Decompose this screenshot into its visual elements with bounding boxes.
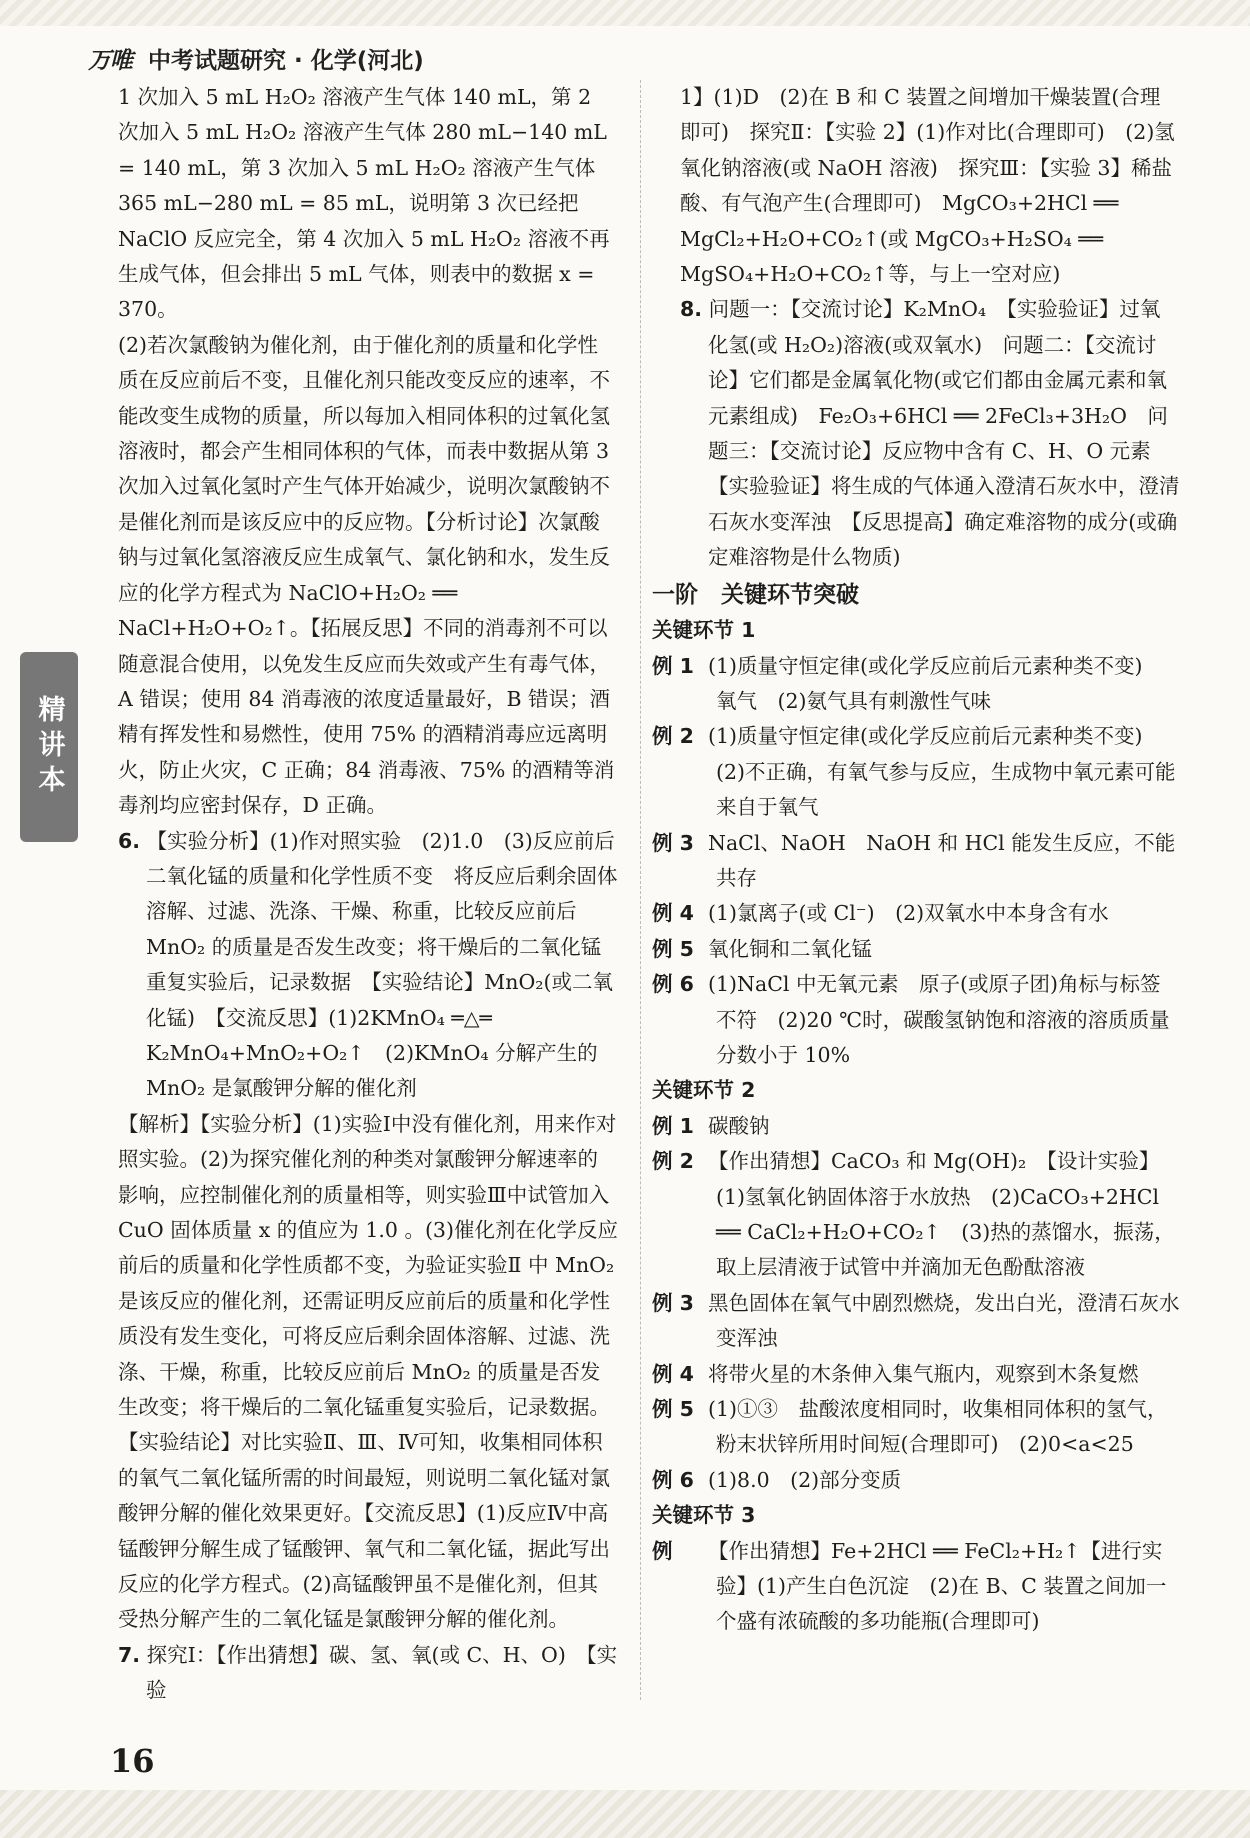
example-answer bbox=[652, 967, 1180, 1073]
example-label: 例 3 bbox=[652, 830, 694, 855]
key-section-title: 关键环节 3 bbox=[652, 1503, 756, 1528]
example-label: 例 4 bbox=[652, 1361, 694, 1386]
top-border bbox=[0, 0, 1250, 26]
example-text: NaCl、NaOH NaOH 和 HCl 能发生反应，不能共存 bbox=[708, 830, 1176, 890]
example-text: (1)质量守恒定律(或化学反应前后元素种类不变) (2)不正确，有氧气参与反应，生成物中氧元素可能来自于氧气 bbox=[708, 724, 1176, 820]
answer-text: 探究Ⅰ：【作出猜想】碳、氢、氧(或 C、H、O) 【实验 bbox=[146, 1642, 618, 1703]
question-number: 6. bbox=[118, 828, 141, 853]
example-label: 例 2 bbox=[652, 724, 694, 749]
example-answer bbox=[652, 1392, 1180, 1463]
example-label: 例 1 bbox=[652, 653, 694, 678]
example-text: 氧化铜和二氧化锰 bbox=[708, 936, 872, 961]
question-number: 8. bbox=[680, 297, 703, 322]
side-tab: 精讲本 bbox=[20, 652, 78, 842]
example-answer bbox=[652, 896, 1180, 931]
example-text: (1)NaCl 中无氧元素 原子(或原子团)角标与标签不符 (2)20 ℃时，碳酸氢钠饱和溶液的溶质质量分数小于 10% bbox=[708, 972, 1170, 1067]
bottom-border bbox=[0, 1790, 1250, 1838]
example-text: 黑色固体在氧气中剧烈燃烧，发出白光，澄清石灰水变浑浊 bbox=[708, 1290, 1180, 1351]
page-number: 16 bbox=[110, 1742, 155, 1780]
answer-paragraph: (2)若次氯酸钠为催化剂，由于催化剂的质量和化学性质在反应前后不变，且催化剂只能改变反应的速率，不能改变生成物的质量，所以每加入相同体积的过氧化氢溶液时，都会产生相同体积的气体，而表中数据从第 3 次加入过氧化氢时产生气体开始减少，说明次氯酸钠不是催化剂而是该反应中的反应物。【分析讨论】次氯酸钠与过氧化氢溶液反应生成氧气、氯化钠和水，发生反应的化学方程式为 NaClO+H₂O₂ ══ NaCl+H₂O+O₂↑。【拓展反思】不同的消毒剂不可以随意混合使用，以免发生反应而失效或产生有毒气体，A 错误；使用 84 消毒液的浓度适量最好，B 错误；酒精有挥发性和易燃性，使用 75% 的酒精消毒应远离明火，防止火灾，C 正确；84 消毒液、75% 的酒精等消毒剂均应密封保存，D 正确。 bbox=[118, 332, 615, 818]
example-label: 例 6 bbox=[652, 1467, 694, 1492]
right-column bbox=[652, 80, 1180, 1640]
answer-paragraph: 1】(1)D (2)在 B 和 C 装置之间增加干燥装置(合理即可) 探究Ⅱ：【实验 2】(1)作对比(合理即可) (2)氢氧化钠溶液(或 NaOH 溶液) 探究Ⅲ：【实验 3】稀盐酸、有气泡产生(合理即可) MgCO₃+2HCl ══ MgCl₂+H₂O+CO₂↑(或 MgCO₃+H₂SO₄ ══ MgSO₄+H₂O+CO₂↑等，与上一空对应) bbox=[680, 85, 1175, 287]
example-label: 例 1 bbox=[652, 1113, 694, 1138]
example-text: (1)质量守恒定律(或化学反应前后元素种类不变) 氧气 (2)氨气具有刺激性气味 bbox=[708, 653, 1164, 713]
example-answer bbox=[652, 1463, 1180, 1498]
answer-text: 问题一：【交流讨论】K₂MnO₄ 【实验验证】过氧化氢(或 H₂O₂)溶液(或双氧水) 问题二：【交流讨论】它们都是金属氧化物(或它们都由金属元素和氧元素组成) Fe₂O₃+6HCl ══ 2FeCl₃+3H₂O 问题三：【交流讨论】反应物中含有 C、H、O 元素 【实验验证】将生成的气体通入澄清石灰水中，澄清石灰水变浑浊 【反思提高】确定难溶物的成分(或确定难溶物是什么物质) bbox=[708, 297, 1180, 570]
question-answer bbox=[118, 824, 618, 1107]
question-number: 7. bbox=[118, 1642, 141, 1667]
example-text: (1)氯离子(或 Cl⁻) (2)双氧水中本身含有水 bbox=[708, 901, 1109, 926]
example-answer bbox=[652, 1109, 1180, 1144]
page-header bbox=[88, 42, 424, 75]
example-text: 【作出猜想】Fe+2HCl ══ FeCl₂+H₂↑【进行实验】(1)产生白色沉淀 (2)在 B、C 装置之间加一个盛有浓硫酸的多功能瓶(合理即可) bbox=[708, 1538, 1167, 1634]
left-column bbox=[118, 80, 618, 1709]
example-label: 例 4 bbox=[652, 901, 694, 926]
answer-paragraph: 【解析】【实验分析】(1)实验Ⅰ中没有催化剂，用来作对照实验。(2)为探究催化剂的种类对氯酸钾分解速率的影响，应控制催化剂的质量相等，则实验Ⅲ中试管加入 CuO 固体质量 x 的值应为 1.0 。(3)催化剂在化学反应前后的质量和化学性质都不变，为验证实验Ⅱ 中 MnO₂ 是该反应的催化剂，还需证明反应前后的质量和化学性质没有发生变化，可将反应后剩余固体溶解、过滤、洗涤、干燥，称重，比较反应前后 MnO₂ 的质量是否发生改变；将干燥后的二氧化锰重复实验后，记录数据。【实验结论】对比实验Ⅱ、Ⅲ、Ⅳ可知，收集相同体积的氧气二氧化锰所需的时间最短，则说明二氧化锰对氯酸钾分解的催化效果更好。【交流反思】(1)反应Ⅳ中高锰酸钾分解生成了锰酸钾、氧气和二氧化锰，据此写出反应的化学方程式。(2)高锰酸钾虽不是催化剂，但其受热分解产生的二氧化锰是氯酸钾分解的催化剂。 bbox=[118, 1111, 618, 1632]
example-text: (1)8.0 (2)部分变质 bbox=[708, 1467, 902, 1492]
question-answer bbox=[118, 1638, 618, 1709]
example-answer bbox=[652, 826, 1180, 897]
example-label: 例 6 bbox=[652, 972, 694, 997]
example-text: 碳酸钠 bbox=[708, 1113, 770, 1138]
example-label: 例 bbox=[652, 1538, 673, 1563]
example-answer bbox=[652, 719, 1180, 825]
example-answer bbox=[652, 1357, 1180, 1392]
key-section-title: 关键环节 1 bbox=[652, 618, 756, 643]
example-answer bbox=[652, 1286, 1180, 1357]
answer-paragraph: 1 次加入 5 mL H₂O₂ 溶液产生气体 140 mL，第 2 次加入 5 mL H₂O₂ 溶液产生气体 280 mL−140 mL = 140 mL，第 3 次加入 5 mL H₂O₂ 溶液产生气体 365 mL−280 mL = 85 mL，说明第 3 次已经把 NaClO 反应完全，第 4 次加入 5 mL H₂O₂ 溶液不再生成气体，但会排出 5 mL 气体，则表中的数据 x = 370。 bbox=[118, 85, 610, 322]
example-answer bbox=[652, 1534, 1180, 1640]
example-text: 【作出猜想】CaCO₃ 和 Mg(OH)₂ 【设计实验】(1)氢氧化钠固体溶于水放热 (2)CaCO₃+2HCl ══ CaCl₂+H₂O+CO₂↑ (3)热的蒸馏水，振荡，取上层清液于试管中并滴加无色酚酞溶液 bbox=[708, 1149, 1175, 1280]
example-answer bbox=[652, 649, 1180, 720]
brand-logo: 万唯 bbox=[88, 48, 132, 74]
example-text: (1)①③ 盐酸浓度相同时，收集相同体积的氢气，粉末状锌所用时间短(合理即可) (2)0<a<25 bbox=[708, 1397, 1168, 1457]
answer-text: 【实验分析】(1)作对照实验 (2)1.0 (3)反应前后二氧化锰的质量和化学性质不变 将反应后剩余固体溶解、过滤、洗涤、干燥、称重，比较反应前后 MnO₂ 的质量是否发生改变；将干燥后的二氧化锰重复实验后，记录数据 【实验结论】MnO₂(或二氧化锰) 【交流反思】(1)2KMnO₄ ═△═ K₂MnO₄+MnO₂+O₂↑ (2)KMnO₄ 分解产生的 MnO₂ 是氯酸钾分解的催化剂 bbox=[146, 828, 618, 1101]
example-label: 例 5 bbox=[652, 936, 694, 961]
question-answer bbox=[680, 292, 1180, 575]
example-answer bbox=[652, 932, 1180, 967]
example-label: 例 2 bbox=[652, 1149, 694, 1174]
book-title: 中考试题研究 · 化学(河北) bbox=[148, 48, 424, 74]
example-answer bbox=[652, 1144, 1180, 1286]
example-label: 例 5 bbox=[652, 1397, 694, 1422]
example-text: 将带火星的木条伸入集气瓶内，观察到木条复燃 bbox=[708, 1361, 1139, 1386]
column-divider bbox=[640, 80, 641, 1700]
section-heading: 一阶 关键环节突破 bbox=[652, 581, 859, 608]
example-label: 例 3 bbox=[652, 1290, 694, 1315]
key-section-title: 关键环节 2 bbox=[652, 1078, 756, 1103]
